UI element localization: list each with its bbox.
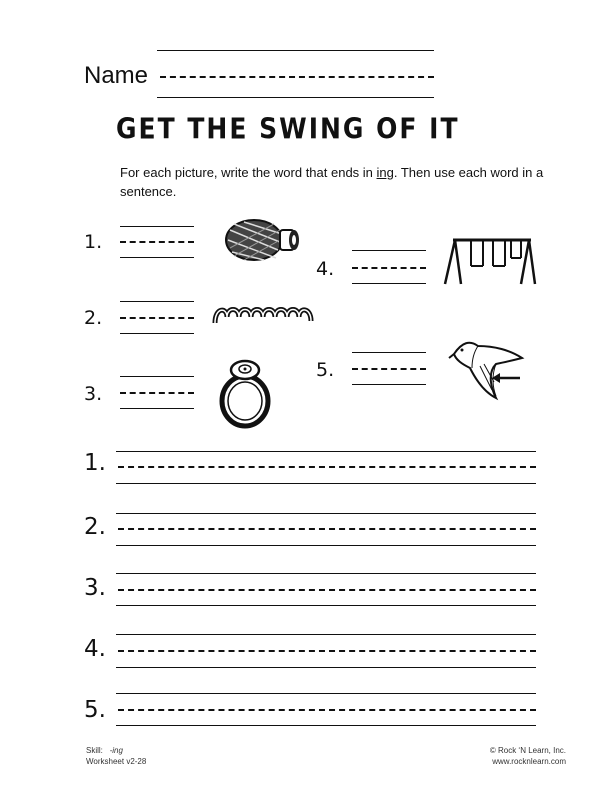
sentence-number: 1. xyxy=(84,450,106,476)
sentence-answer-field[interactable] xyxy=(118,709,536,711)
sentence-number: 4. xyxy=(84,636,106,662)
sentence-answer-field[interactable] xyxy=(118,650,536,652)
copyright: © Rock ‘N Learn, Inc. xyxy=(489,746,566,755)
skill-line xyxy=(86,745,146,756)
sentence-top-line xyxy=(116,451,536,452)
instructions-underlined: ing xyxy=(376,165,394,180)
sentence-bottom-line xyxy=(116,605,536,606)
worksheet-id: Worksheet v2-28 xyxy=(86,757,147,766)
name-bottom-line xyxy=(157,97,434,98)
sentence-number: 3. xyxy=(84,575,106,601)
skill-label: Skill: xyxy=(86,746,103,755)
sentence-top-line xyxy=(116,693,536,694)
yarn-skein-icon xyxy=(214,218,302,262)
word-item-number: 4. xyxy=(316,258,335,280)
sentence-bottom-line xyxy=(116,725,536,726)
word-answer-field[interactable] xyxy=(120,317,194,319)
word-item-number: 3. xyxy=(84,383,103,405)
sentence-top-line xyxy=(116,513,536,514)
bird-wing-icon xyxy=(448,334,526,404)
instructions-after: . Then use each word in a sentence. xyxy=(120,165,544,199)
word-answer-bottom-line xyxy=(352,283,426,284)
sentence-top-line xyxy=(116,634,536,635)
skill-value: -ing xyxy=(109,746,123,755)
word-answer-bottom-line xyxy=(120,408,194,409)
word-answer-bottom-line xyxy=(120,257,194,258)
word-item-number: 2. xyxy=(84,307,103,329)
sentence-bottom-line xyxy=(116,545,536,546)
footer-left xyxy=(86,745,146,767)
word-answer-top-line xyxy=(120,376,194,377)
name-top-line xyxy=(157,50,434,51)
sentence-top-line xyxy=(116,573,536,574)
name-label: Name xyxy=(84,62,149,89)
word-answer-field[interactable] xyxy=(120,392,194,394)
word-answer-field[interactable] xyxy=(120,241,194,243)
word-answer-top-line xyxy=(120,301,194,302)
sentence-answer-field[interactable] xyxy=(118,528,536,530)
sentence-bottom-line xyxy=(116,483,536,484)
word-item-number: 1. xyxy=(84,231,103,253)
word-answer-field[interactable] xyxy=(352,368,426,370)
sentence-bottom-line xyxy=(116,667,536,668)
sentence-number: 5. xyxy=(84,697,106,723)
sentence-answer-field[interactable] xyxy=(118,466,536,468)
instructions-before: For each picture, write the word that ends in xyxy=(120,165,377,180)
word-answer-bottom-line xyxy=(352,384,426,385)
word-answer-top-line xyxy=(352,352,426,353)
word-answer-top-line xyxy=(120,226,194,227)
word-answer-field[interactable] xyxy=(352,267,426,269)
word-answer-bottom-line xyxy=(120,333,194,334)
footer-right xyxy=(466,745,566,767)
coil-spring-icon xyxy=(211,303,315,329)
finger-ring-icon xyxy=(218,357,272,429)
sentence-number: 2. xyxy=(84,514,106,540)
name-field-midline[interactable] xyxy=(160,76,434,78)
word-answer-top-line xyxy=(352,250,426,251)
website: www.rocknlearn.com xyxy=(492,757,566,766)
playground-swing-icon xyxy=(441,238,537,286)
sentence-answer-field[interactable] xyxy=(118,589,536,591)
instructions xyxy=(120,163,550,201)
word-item-number: 5. xyxy=(316,359,335,381)
worksheet-title: GET THE SWING OF IT xyxy=(116,112,460,146)
